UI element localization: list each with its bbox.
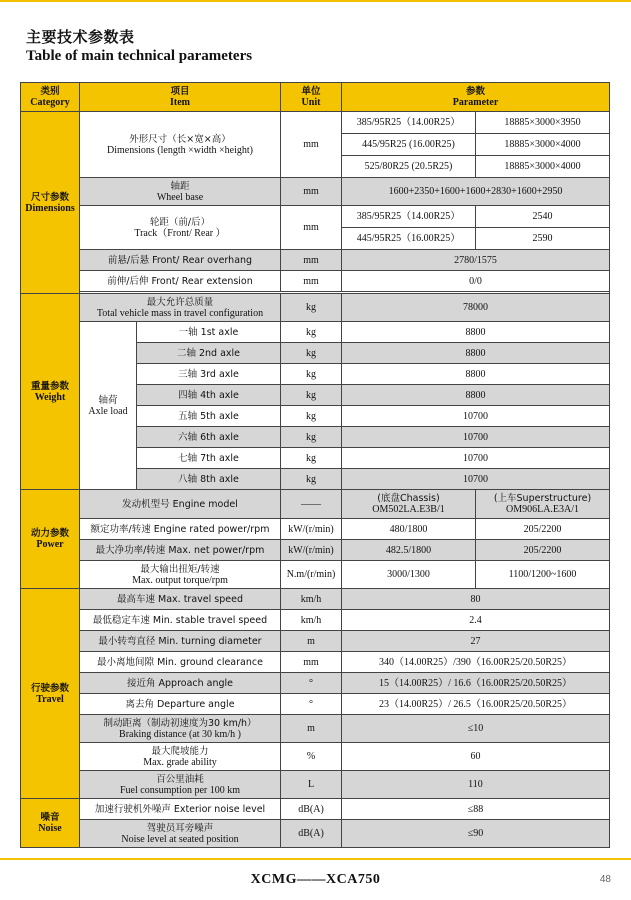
header-item: 项目 Item — [80, 83, 281, 112]
top-rule — [0, 0, 631, 2]
item-travel: 最低稳定车速 Min. stable travel speed — [80, 610, 281, 631]
value-cell: 60 — [342, 743, 610, 771]
header-parameter: 参数 Parameter — [342, 83, 610, 112]
table-row — [21, 250, 610, 271]
item-track: 轮距（前/后） Track（Front/ Rear ） — [80, 206, 281, 250]
table-row — [21, 519, 610, 540]
unit-cell: kg — [281, 448, 342, 469]
value-cell: 205/2200 — [476, 540, 610, 561]
value-cell: 0/0 — [342, 271, 610, 292]
unit-cell: mm — [281, 271, 342, 292]
item-seated-noise: 驾驶员耳旁噪声 Noise level at seated position — [80, 820, 281, 848]
table-row — [21, 694, 610, 715]
value-cell: 10700 — [342, 406, 610, 427]
value-cell: 2540 — [476, 206, 610, 228]
axle-label: 七轴 7th axle — [137, 448, 281, 469]
unit-cell: km/h — [281, 610, 342, 631]
value-cell: 205/2200 — [476, 519, 610, 540]
table-row — [21, 540, 610, 561]
footer-model: XCMG——XCA750 — [250, 872, 381, 887]
tyre-cell: 525/80R25 (20.5R25) — [342, 156, 476, 178]
table-row — [21, 820, 610, 848]
value-cell: 10700 — [342, 427, 610, 448]
unit-cell: kW/(r/min) — [281, 519, 342, 540]
item-rated-power: 额定功率/转速 Engine rated power/rpm — [80, 519, 281, 540]
category-travel: 行驶参数 Travel — [21, 589, 80, 799]
item-braking: 制动距离（制动初速度为30 km/h） Braking distance (at 30 km/h ) — [80, 715, 281, 743]
unit-cell: m — [281, 631, 342, 652]
unit-cell: ° — [281, 694, 342, 715]
unit-cell: dB(A) — [281, 799, 342, 820]
unit-cell: mm — [281, 178, 342, 206]
value-cell: 480/1800 — [342, 519, 476, 540]
table-row — [21, 652, 610, 673]
axle-label: 二轴 2nd axle — [137, 343, 281, 364]
page-title-en: Table of main technical parameters — [26, 48, 253, 64]
axle-label: 五轴 5th axle — [137, 406, 281, 427]
tyre-cell: 385/95R25（14.00R25） — [342, 112, 476, 134]
unit-cell: km/h — [281, 589, 342, 610]
unit-cell: kW/(r/min) — [281, 540, 342, 561]
item-travel: 最高车速 Max. travel speed — [80, 589, 281, 610]
table-row — [21, 322, 610, 343]
value-cell: 2780/1575 — [342, 250, 610, 271]
value-cell: 80 — [342, 589, 610, 610]
value-cell: ≤88 — [342, 799, 610, 820]
table-row — [21, 673, 610, 694]
table-row — [21, 271, 610, 292]
table-row — [21, 631, 610, 652]
item-total-mass: 最大允许总质量 Total vehicle mass in travel configuration — [80, 294, 281, 322]
engine-superstructure: (上车Superstructure) OM906LA.E3A/1 — [476, 490, 610, 519]
table-row — [21, 610, 610, 631]
table-header — [21, 83, 610, 112]
value-cell: ≤10 — [342, 715, 610, 743]
value-cell: 1600+2350+1600+1600+2830+1600+2950 — [342, 178, 610, 206]
value-cell: 27 — [342, 631, 610, 652]
item-extension: 前伸/后伸 Front/ Rear extension — [80, 271, 281, 292]
value-cell: 2.4 — [342, 610, 610, 631]
unit-cell: mm — [281, 112, 342, 178]
value-cell: 18885×3000×3950 — [476, 112, 610, 134]
engine-chassis: (底盘Chassis) OM502LA.E3B/1 — [342, 490, 476, 519]
table-row — [21, 112, 610, 134]
unit-cell: m — [281, 715, 342, 743]
unit-cell: kg — [281, 343, 342, 364]
value-cell: 8800 — [342, 385, 610, 406]
unit-cell: mm — [281, 652, 342, 673]
unit-cell: mm — [281, 206, 342, 250]
table-row — [21, 771, 610, 799]
item-overall-dimensions: 外形尺寸（长×宽×高） Dimensions (length ×width ×height) — [80, 112, 281, 178]
tyre-cell: 445/95R25（16.00R25） — [342, 228, 476, 250]
item-travel: 最小离地间隙 Min. ground clearance — [80, 652, 281, 673]
table-row — [21, 178, 610, 206]
unit-cell: kg — [281, 406, 342, 427]
item-travel: 离去角 Departure angle — [80, 694, 281, 715]
value-cell: 482.5/1800 — [342, 540, 476, 561]
item-fuel: 百公里油耗 Fuel consumption per 100 km — [80, 771, 281, 799]
tyre-cell: 385/95R25（14.00R25） — [342, 206, 476, 228]
bottom-rule — [0, 858, 631, 860]
item-travel: 接近角 Approach angle — [80, 673, 281, 694]
category-noise: 噪音 Noise — [21, 799, 80, 848]
item-wheelbase: 轴距 Wheel base — [80, 178, 281, 206]
category-power: 动力参数 Power — [21, 490, 80, 589]
unit-cell: —— — [281, 490, 342, 519]
value-cell: ≤90 — [342, 820, 610, 848]
value-cell: 2590 — [476, 228, 610, 250]
unit-cell: kg — [281, 322, 342, 343]
page-title-cn: 主要技术参数表 — [26, 28, 135, 46]
value-cell: 110 — [342, 771, 610, 799]
axle-label: 八轴 8th axle — [137, 469, 281, 490]
item-axle-load: 轴荷 Axle load — [80, 322, 137, 490]
unit-cell: kg — [281, 294, 342, 322]
unit-cell: N.m/(r/min) — [281, 561, 342, 589]
table-row — [21, 589, 610, 610]
unit-cell: kg — [281, 469, 342, 490]
table-row — [21, 715, 610, 743]
spec-table — [20, 82, 610, 848]
unit-cell: kg — [281, 385, 342, 406]
unit-cell: ° — [281, 673, 342, 694]
page-number: 48 — [599, 874, 611, 885]
axle-label: 三轴 3rd axle — [137, 364, 281, 385]
unit-cell: kg — [281, 364, 342, 385]
value-cell: 10700 — [342, 469, 610, 490]
item-engine-model: 发动机型号 Engine model — [80, 490, 281, 519]
value-cell: 3000/1300 — [342, 561, 476, 589]
table-row — [21, 799, 610, 820]
table-row — [21, 743, 610, 771]
value-cell: 340（14.00R25）/390（16.00R25/20.50R25） — [342, 652, 610, 673]
unit-cell: L — [281, 771, 342, 799]
value-cell: 8800 — [342, 322, 610, 343]
table-row — [21, 294, 610, 322]
item-overhang: 前悬/后悬 Front/ Rear overhang — [80, 250, 281, 271]
item-max-torque: 最大输出扭矩/转速 Max. output torque/rpm — [80, 561, 281, 589]
header-category: 类别 Category — [21, 83, 80, 112]
table-row — [21, 490, 610, 519]
value-cell: 78000 — [342, 294, 610, 322]
unit-cell: kg — [281, 427, 342, 448]
tyre-cell: 445/95R25 (16.00R25) — [342, 134, 476, 156]
item-grade: 最大爬坡能力 Max. grade ability — [80, 743, 281, 771]
unit-cell: dB(A) — [281, 820, 342, 848]
axle-label: 六轴 6th axle — [137, 427, 281, 448]
axle-label: 四轴 4th axle — [137, 385, 281, 406]
value-cell: 8800 — [342, 364, 610, 385]
value-cell: 15（14.00R25）/ 16.6（16.00R25/20.50R25） — [342, 673, 610, 694]
value-cell: 18885×3000×4000 — [476, 156, 610, 178]
value-cell: 8800 — [342, 343, 610, 364]
item-exterior-noise: 加速行驶机外噪声 Exterior noise level — [80, 799, 281, 820]
axle-label: 一轴 1st axle — [137, 322, 281, 343]
value-cell: 23（14.00R25）/ 26.5（16.00R25/20.50R25） — [342, 694, 610, 715]
category-weight: 重量参数 Weight — [21, 294, 80, 490]
table-row — [21, 561, 610, 589]
unit-cell: mm — [281, 250, 342, 271]
value-cell: 1100/1200~1600 — [476, 561, 610, 589]
table-row — [21, 206, 610, 228]
unit-cell: % — [281, 743, 342, 771]
value-cell: 10700 — [342, 448, 610, 469]
item-max-net-power: 最大净功率/转速 Max. net power/rpm — [80, 540, 281, 561]
value-cell: 18885×3000×4000 — [476, 134, 610, 156]
category-dimensions: 尺寸参数 Dimensions — [21, 112, 80, 294]
header-unit: 单位 Unit — [281, 83, 342, 112]
item-travel: 最小转弯直径 Min. turning diameter — [80, 631, 281, 652]
